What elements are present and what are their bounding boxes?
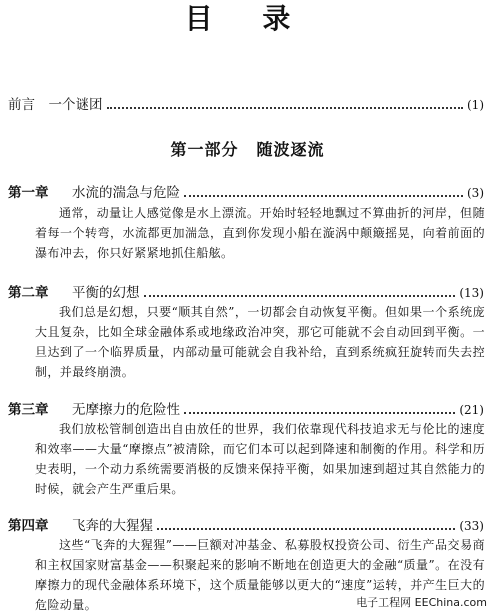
chapter-number: 第四章: [8, 518, 49, 534]
chapter-title: 飞奔的大猩猩: [72, 518, 153, 534]
toc-entry-chapter-3[interactable]: [8, 398, 484, 418]
preface-page: (1): [467, 98, 484, 112]
toc-entry-preface[interactable]: [8, 93, 484, 113]
leader-dots: [107, 107, 464, 109]
leader-dots: [184, 412, 455, 414]
chapter-summary: 通常，动量让人感觉像是水上漂流。开始时轻轻地飘过不算曲折的河岸，但随着每一个转弯，水流都更加湍急，直到你发现小船在漩涡中颠簸摇晃，向着前面的瀑布冲去，你只好紧紧地抓住船舷。: [35, 206, 485, 260]
part-name: 随波逐流: [256, 140, 325, 159]
chapter-summary: 我们放松管制创造出自由放任的世界，我们依靠现代科技追求无与伦比的速度和效率——大量“摩擦点”被清除，而它们本可以起到降速和制衡的作用。科学和历史表明，一个动力系统需要消极的反馈来保持平衡，如果加速到超过其自然能力的时候，就会产生严重后果。: [35, 422, 485, 496]
chapter-summary: 这些“飞奔的大猩猩”——巨额对冲基金、私募股权投资公司、衍生产品交易商和主权国家财富基金——积聚起来的影响不断地在创造更大的金融“质量”。在没有摩擦力的现代金融体系环境下，这个质量能够以更大的“速度”运转，并产生巨大的危险动量。: [35, 538, 485, 612]
leader-dots: [184, 195, 463, 197]
chapter-number: 第一章: [8, 185, 49, 201]
leader-dots: [144, 295, 456, 297]
chapter-title: 无摩擦力的危险性: [72, 402, 180, 418]
chapter-summary: 我们总是幻想，只要“顺其自然”，一切都会自动恢复平衡。但如果一个系统庞大且复杂，比如全球金融体系或地缘政治冲突，那它可能就不会自动回到平衡。一旦达到了一个临界质量，内部动量可能就会自我补给，直到系统疯狂旋转而失去控制，并最终崩溃。: [35, 305, 485, 379]
toc-entry-chapter-4[interactable]: [8, 514, 484, 534]
chapter-page: (13): [459, 286, 484, 300]
chapter-number: 第三章: [8, 402, 49, 418]
chapter-page: (3): [467, 186, 484, 200]
chapter-number: 第二章: [8, 285, 49, 301]
watermark: 电子工程网 EEChina.com: [356, 596, 487, 609]
chapter-page: (33): [459, 519, 484, 533]
toc-entry-chapter-1[interactable]: [8, 181, 484, 201]
chapter-title: 平衡的幻想: [72, 285, 140, 301]
chapter-page: (21): [459, 403, 484, 417]
part-label: 第一部分: [170, 140, 239, 159]
preface-title: 前言 一个谜团: [8, 97, 103, 113]
page-title: 目 录: [184, 2, 311, 35]
part-heading: [0, 137, 495, 160]
leader-dots: [157, 528, 455, 530]
chapter-title: 水流的湍急与危险: [72, 185, 180, 201]
toc-entry-chapter-2[interactable]: [8, 281, 484, 301]
